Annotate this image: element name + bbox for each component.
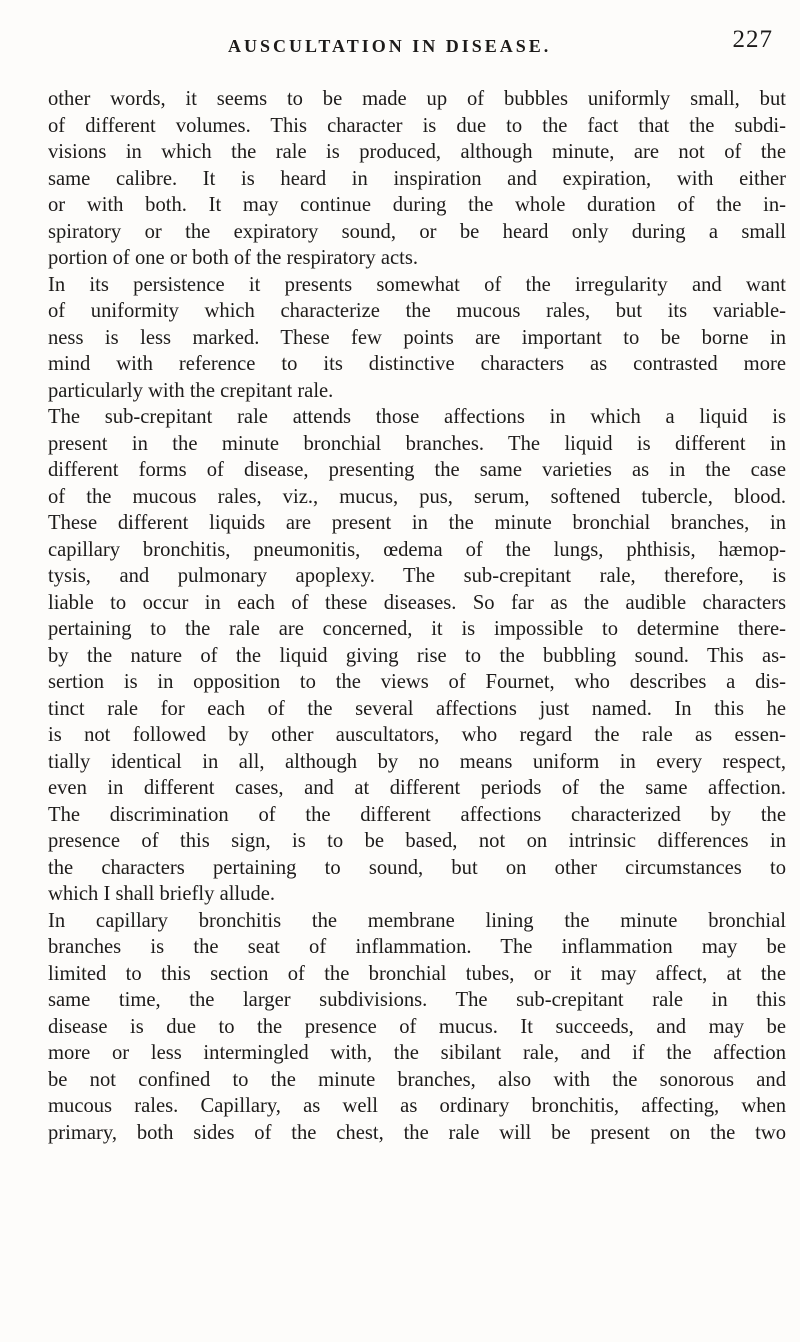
text-line: other words, it seems to be made up of bubbles uniformly small, but: [48, 88, 786, 110]
text-line: In capillary bronchitis the membrane lining the minute bronchial: [48, 909, 786, 932]
text-line: particularly with the crepitant rale.: [48, 379, 334, 402]
text-line: of different volumes. This character is due to the fact that the subdi-: [48, 114, 786, 137]
body-text: [48, 86, 786, 1146]
text-line: more or less intermingled with, the sibilant rale, and if the affection: [48, 1042, 786, 1064]
text-line: primary, both sides of the chest, the rale will be present on the two: [48, 1121, 786, 1144]
text-line: The discrimination of the different affections characterized by the: [48, 803, 786, 826]
text-line: branches is the seat of inflammation. The inflammation may be: [48, 936, 786, 958]
text-line: disease is due to the presence of mucus. It succeeds, and may be: [48, 1015, 786, 1038]
text-line: In its persistence it presents somewhat of the irregularity and want: [48, 273, 786, 296]
text-line: visions in which the rale is produced, although minute, are not of the: [48, 141, 786, 163]
text-line: be not confined to the minute branches, also with the sonorous and: [48, 1068, 786, 1091]
text-line: mind with reference to its distinctive characters as contrasted more: [48, 353, 786, 375]
text-line: even in different cases, and at different periods of the same affection.: [48, 777, 786, 799]
text-line: or with both. It may continue during the whole duration of the in-: [48, 194, 786, 216]
text-line: same time, the larger subdivisions. The sub-crepitant rale in this: [48, 989, 786, 1011]
text-line: portion of one or both of the respiratory acts.: [48, 247, 419, 269]
text-line: These different liquids are present in the minute bronchial branches, in: [48, 512, 786, 534]
text-line: the characters pertaining to sound, but on other circumstances to: [48, 856, 786, 879]
text-line: liable to occur in each of these diseases. So far as the audible characters: [48, 591, 786, 614]
text-line: ness is less marked. These few points are important to be borne in: [48, 326, 786, 349]
text-line: capillary bronchitis, pneumonitis, œdema of the lungs, phthisis, hæmop-: [48, 538, 786, 561]
text-line: same calibre. It is heard in inspiration and expiration, with either: [48, 167, 786, 190]
text-line: mucous rales. Capillary, as well as ordinary bronchitis, affecting, when: [48, 1095, 786, 1117]
text-line: limited to this section of the bronchial tubes, or it may affect, at the: [48, 962, 786, 985]
text-line: sertion is in opposition to the views of Fournet, who describes a dis-: [48, 671, 786, 693]
text-line: tially identical in all, although by no means uniform in every respect,: [48, 750, 786, 773]
text-line: of uniformity which characterize the mucous rales, but its variable-: [48, 300, 786, 322]
text-line: different forms of disease, presenting the same varieties as in the case: [48, 459, 786, 481]
text-line: presence of this sign, is to be based, not on intrinsic differences in: [48, 830, 786, 852]
text-line: present in the minute bronchial branches. The liquid is different in: [48, 432, 786, 455]
text-line: spiratory or the expiratory sound, or be heard only during a small: [48, 220, 786, 243]
text-line: pertaining to the rale are concerned, it is impossible to determine there-: [48, 618, 786, 640]
text-line: by the nature of the liquid giving rise to the bubbling sound. This as-: [48, 644, 786, 667]
text-line: is not followed by other auscultators, who regard the rale as essen-: [48, 724, 786, 746]
text-line: which I shall briefly allude.: [48, 883, 276, 905]
text-line: tysis, and pulmonary apoplexy. The sub-crepitant rale, therefore, is: [48, 565, 786, 587]
text-line: tinct rale for each of the several affections just named. In this he: [48, 697, 786, 720]
page-number: 227: [732, 26, 773, 53]
running-head: AUSCULTATION IN DISEASE.: [228, 36, 552, 56]
text-line: of the mucous rales, viz., mucus, pus, serum, softened tubercle, blood.: [48, 485, 786, 508]
text-line: The sub-crepitant rale attends those affections in which a liquid is: [48, 406, 786, 428]
